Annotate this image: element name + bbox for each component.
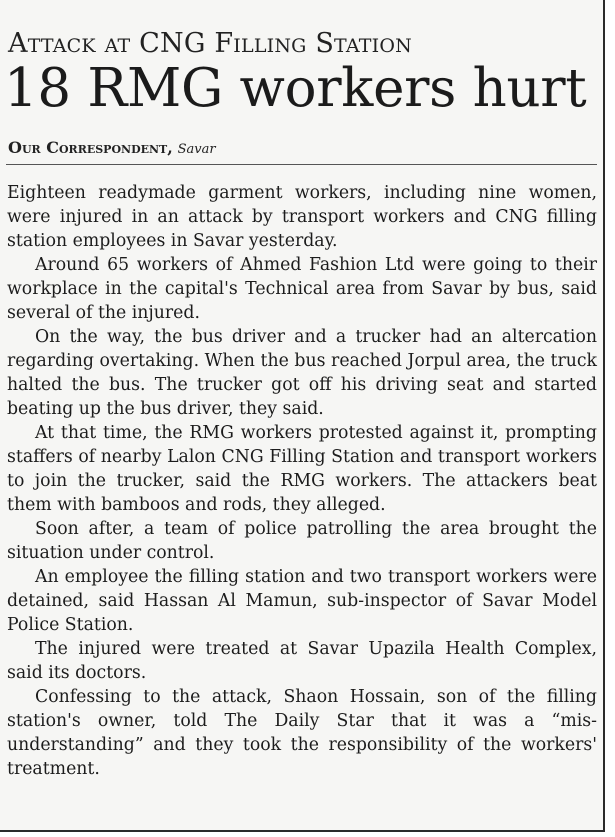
paragraph: Eighteen readymade garment workers, including nine women, were injured in an attack by transport workers and CNG filling station employees in Savar yesterday. xyxy=(7,183,597,251)
byline-divider xyxy=(6,164,597,165)
byline-author: Our Correspondent, xyxy=(8,138,173,157)
article-headline: 18 RMG workers hurt xyxy=(4,58,587,119)
paragraph: Around 65 workers of Ahmed Fashion Ltd were going to their workplace in the capital's Technical area from Savar by bus, said several of the injured. xyxy=(7,255,597,323)
article-body xyxy=(7,181,597,781)
paragraph: An employee the filling station and two transport workers were detained, said Hassan Al Mamun, sub-inspector of Savar Model Police Station. xyxy=(7,567,597,635)
paragraph: At that time, the RMG workers protested against it, prompting staffers of nearby Lalon CNG Filling Station and transport workers to join the trucker, said the RMG workers. The attackers beat them with bamboos and rods, they alleged. xyxy=(7,423,597,515)
paragraph: On the way, the bus driver and a trucker had an altercation regarding overtaking. When the bus reached Jorpul area, the truck halted the bus. The trucker got off his driving seat and started beating up the bus driver, they said. xyxy=(7,327,597,419)
paragraph: Confessing to the attack, Shaon Hossain, son of the filling station's owner, told The Daily Star that it was a “misunderstanding” and they took the responsibility of the workers' treatment. xyxy=(7,687,597,779)
article-kicker: Attack at CNG Filling Station xyxy=(8,28,412,59)
paragraph: The injured were treated at Savar Upazila Health Complex, said its doctors. xyxy=(7,639,597,683)
byline xyxy=(8,138,216,157)
byline-place: Savar xyxy=(177,142,216,157)
paragraph: Soon after, a team of police patrolling the area brought the situation under control. xyxy=(7,519,597,563)
